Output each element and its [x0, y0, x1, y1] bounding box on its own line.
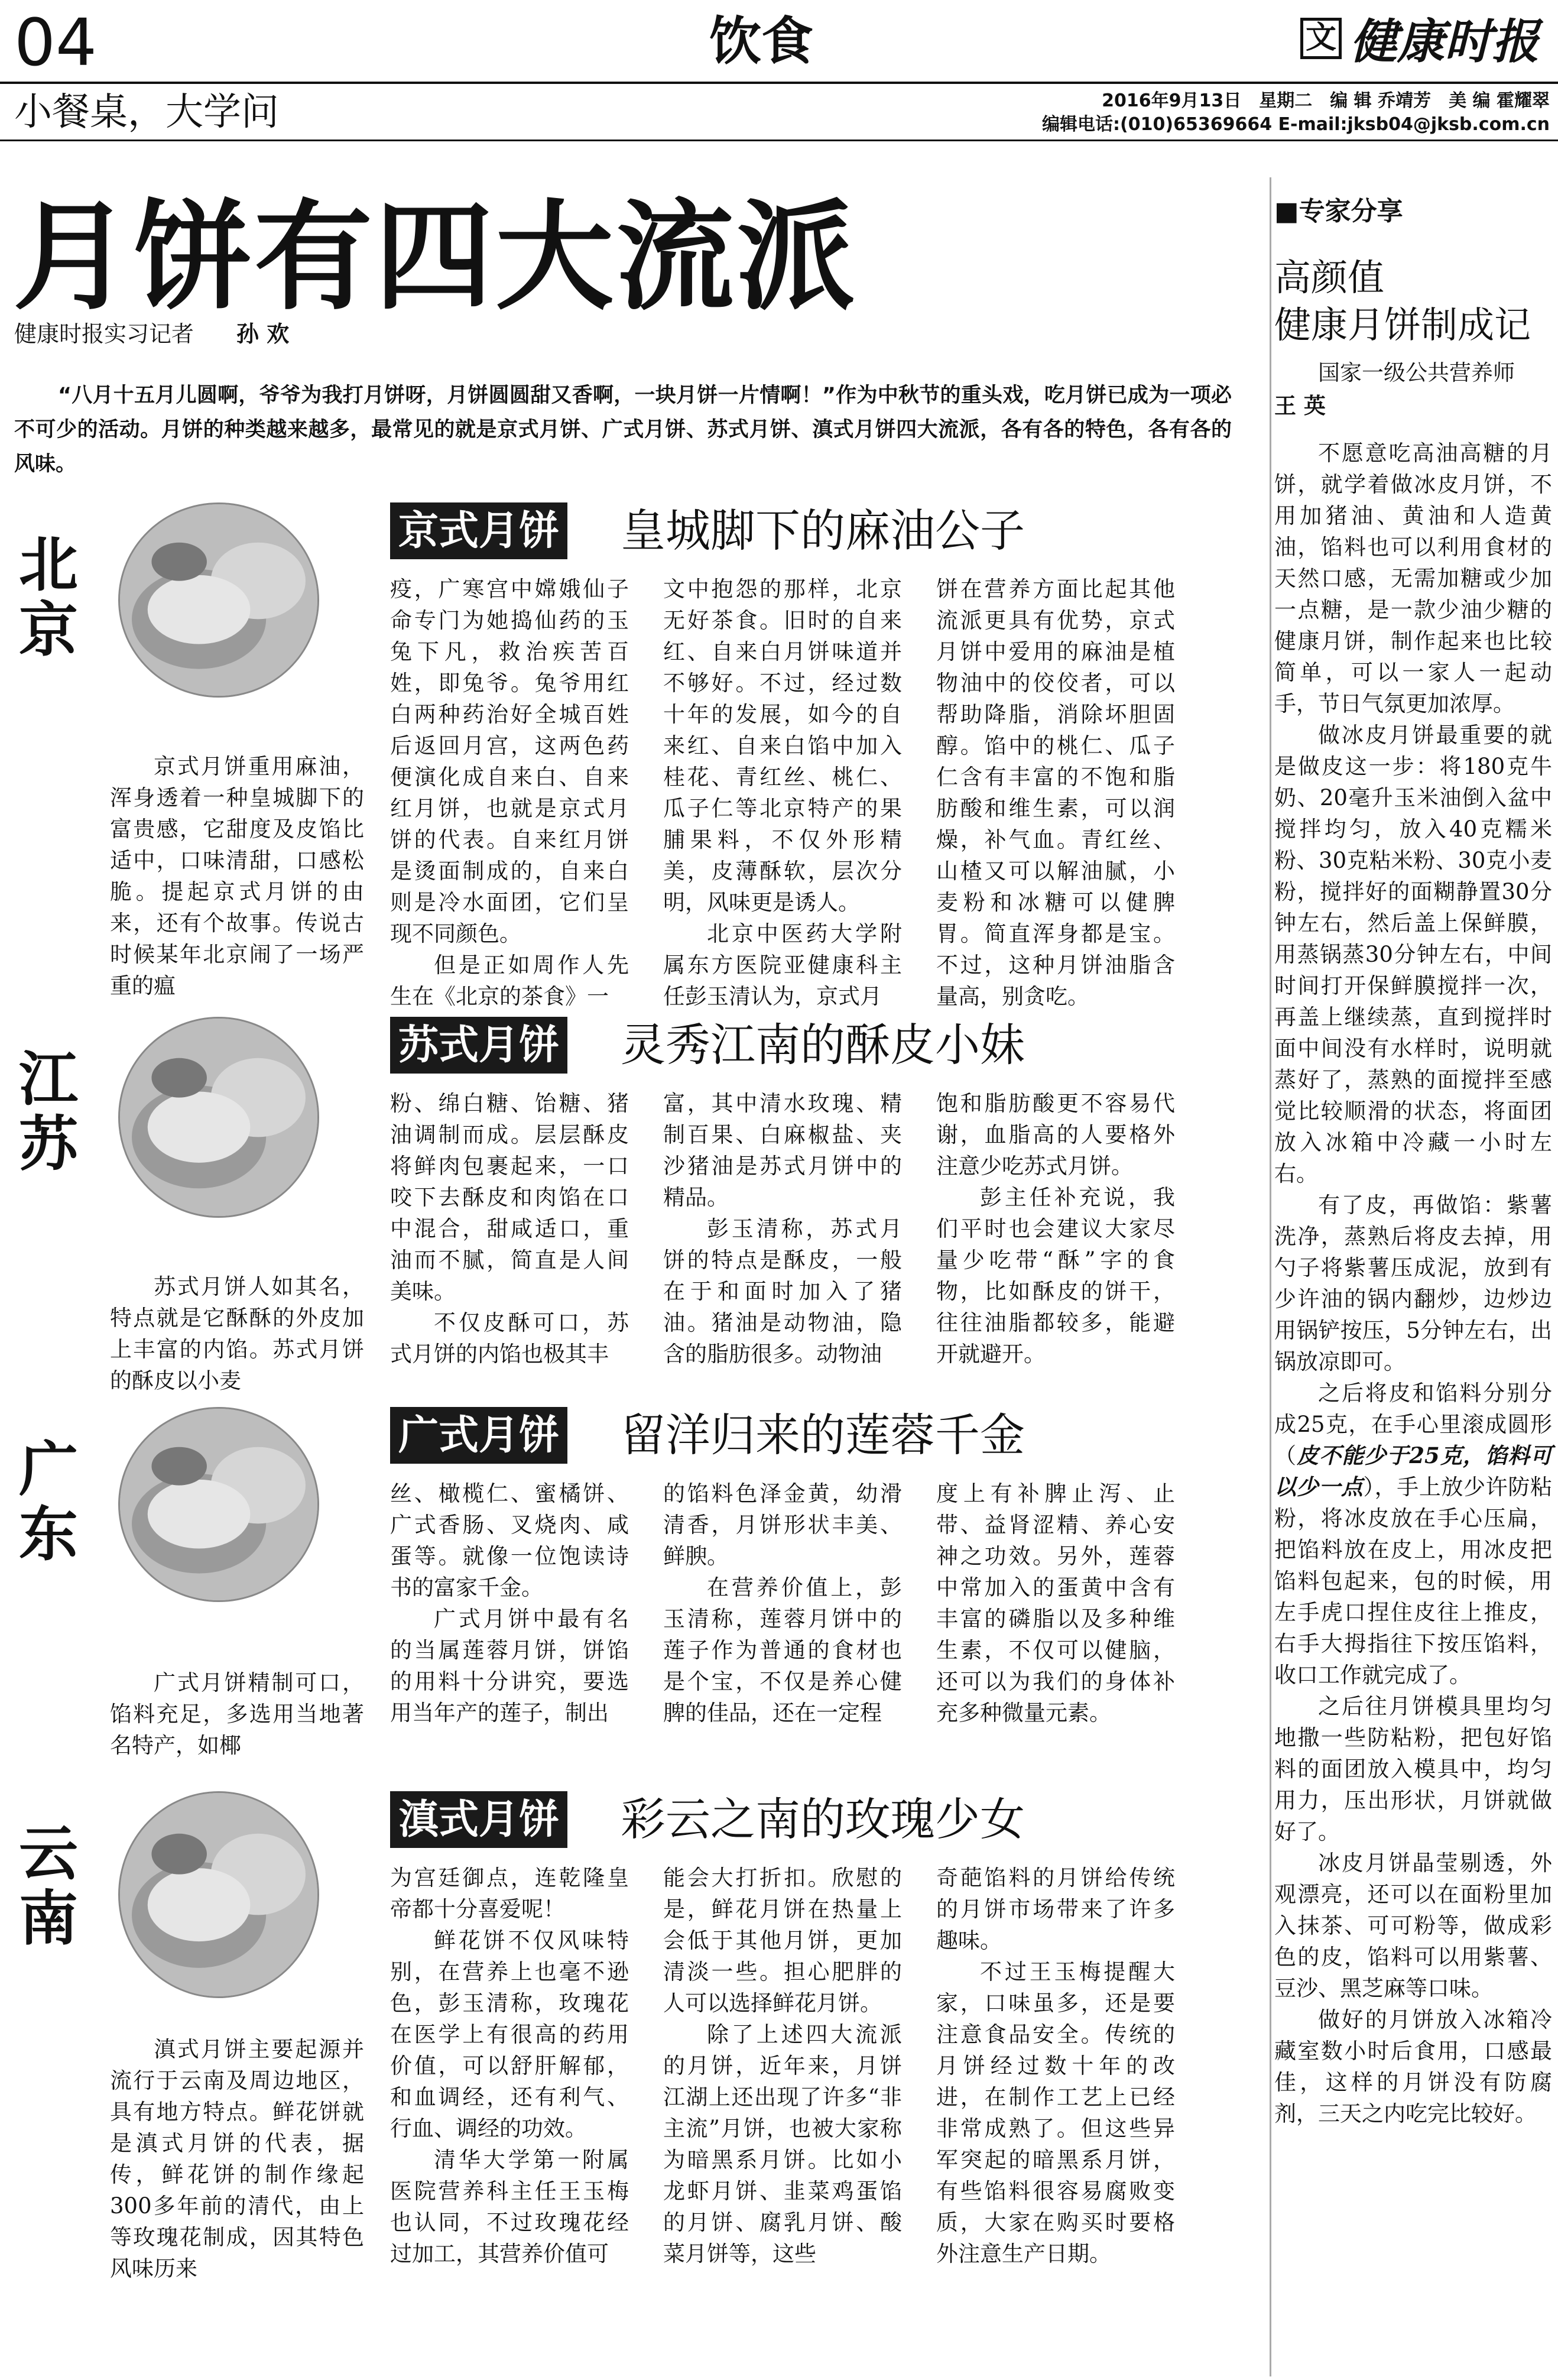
sidebar-title-line1: 高颜值 [1274, 256, 1385, 299]
column-paragraph: 的馅料色泽金黄，幼滑清香，月饼形状丰美、鲜腴。 [663, 1481, 902, 1569]
style-subtitle: 彩云之南的玫瑰少女 [621, 1793, 1025, 1846]
headline: 月饼有四大流派 [13, 187, 858, 326]
column-paragraph: 饱和脂肪酸更不容易代谢，血脂高的人要格外注意少吃苏式月饼。 [936, 1091, 1175, 1179]
sidebar-author-name: 王 英 [1274, 393, 1326, 419]
region-caption: 广式月饼精制可口，馅料充足，多选用当地著名特产，如椰 [110, 1670, 364, 1758]
byline-name: 孙 欢 [236, 321, 290, 347]
style-tag: 苏式月饼 [390, 1017, 567, 1074]
column-paragraph: 鲜花饼不仅风味特别，在营养上也毫不逊色，彭玉清称，玫瑰花在医学上有很高的药用价值，可以舒肝解郁，和血调经，还有利气、行血、调经的功效。 [390, 1928, 629, 2141]
style-subtitle: 皇城脚下的麻油公子 [621, 504, 1025, 557]
text-column [663, 573, 902, 1012]
text-column [390, 573, 629, 1012]
article-intro: “八月十五月儿圆啊，爷爷为我打月饼呀，月饼圆圆甜又香啊，一块月饼一片情啊！”作为中秋节的重头戏，吃月饼已成为一项必不可少的活动。月饼的种类越来越多，最常见的就是京式月饼、广式月饼、苏式月饼、滇式月饼四大流派，各有各的特色，各有各的风味。 [14, 384, 1232, 476]
region-name: 广东 [19, 1434, 78, 1569]
region-caption: 京式月饼重用麻油，浑身透着一种皇城脚下的富贵感，它甜度及皮馅比适中，口味清甜，口感松脆。提起京式月饼的由来，还有个故事。传说古时候某年北京闹了一场严重的瘟 [110, 754, 364, 998]
region-name: 云南 [19, 1818, 78, 1953]
region-caption: 滇式月饼主要起源并流行于云南及周边地区，具有地方特点。鲜花饼就是滇式月饼的代表，据传，鲜花饼的制作缘起300多年前的清代，由上等玫瑰花制成，因其特色风味历来 [110, 2037, 364, 2281]
column-paragraph: 为宫廷御点，连乾隆皇帝都十分喜爱呢！ [390, 1865, 629, 1922]
column-paragraph: 不仅皮酥可口，苏式月饼的内馅也极其丰 [390, 1310, 629, 1367]
sidebar-paragraph: 有了皮，再做馅：紫薯洗净，蒸熟后将皮去掉，用勺子将紫薯压成泥，放到有少许油的锅内翻炒，边炒边用锅铲按压，5分钟左右，出锅放凉即可。 [1274, 1192, 1552, 1374]
text-column [390, 1862, 629, 2269]
issue-meta: 2016年9月13日 星期二 编 辑 乔靖芳 美 编 霍耀翠 [1102, 90, 1550, 111]
brand-logo: 文 [1300, 18, 1342, 59]
mooncake-photo [118, 1791, 319, 1998]
text-column [936, 1862, 1175, 2269]
sidebar-emphasis: 皮不能少于25克，馅料可以少一点 [1274, 1442, 1552, 1500]
column-paragraph: 北京中医药大学附属东方医院亚健康科主任彭玉清认为，京式月 [663, 921, 902, 1009]
region-name: 北京 [19, 530, 78, 664]
sidebar-paragraph: 不愿意吃高油高糖的月饼，就学着做冰皮月饼，不用加猪油、黄油和人造黄油，馅料也可以利用食材的天然口感，无需加糖或少加一点糖，是一款少油少糖的健康月饼，制作起来也比较简单，可以一家人一起动手，节日气氛更加浓厚。 [1274, 440, 1552, 716]
editor-contact: 编辑电话:(010)65369664 E-mail:jksb04@jksb.com.cn [1042, 114, 1550, 135]
sidebar-body [1274, 437, 1552, 2129]
text-column [390, 1478, 629, 1729]
sidebar-paragraph: 做好的月饼放入冰箱冷藏室数小时后食用，口感最佳，这样的月饼没有防腐剂，三天之内吃完比较好。 [1274, 2007, 1552, 2126]
column-paragraph: 不过王玉梅提醒大家，口味虽多，还是要注意食品安全。传统的月饼经过数十年的改进，在制作工艺上已经非常成熟了。但这些异军突起的暗黑系月饼，有些馅料很容易腐败变质，大家在购买时要格外注意生产日期。 [936, 1959, 1175, 2266]
column-paragraph: 在营养价值上，彭玉清称，莲蓉月饼中的莲子作为普通的食材也是个宝，不仅是养心健脾的佳品，还在一定程 [663, 1575, 902, 1726]
brand-name: 健康时报 [1350, 14, 1539, 69]
style-tag: 广式月饼 [390, 1407, 567, 1464]
column-paragraph: 奇葩馅料的月饼给传统的月饼市场带来了许多趣味。 [936, 1865, 1175, 1953]
text-column [663, 1862, 902, 2269]
column-paragraph: 丝、橄榄仁、蜜橘饼、广式香肠、叉烧肉、咸蛋等。就像一位饱读诗书的富家千金。 [390, 1481, 629, 1600]
sidebar-text: 之后将皮和馅料分别分成25克，在手心里滚成圆形（ [1274, 1380, 1552, 1468]
region-caption: 苏式月饼人如其名，特点就是它酥酥的外皮加上丰富的内馅。苏式月饼的酥皮以小麦 [110, 1274, 364, 1393]
text-column [663, 1088, 902, 1370]
byline-label: 健康时报实习记者 [14, 321, 194, 347]
expert-tag: ■专家分享 [1274, 196, 1403, 226]
column-paragraph: 彭主任补充说，我们平时也会建议大家尽量少吃带“酥”字的食物，比如酥皮的饼干，往往油脂都较多，能避开就避开。 [936, 1185, 1175, 1367]
section-slogan: 小餐桌，大学问 [14, 90, 279, 134]
column-paragraph: 清华大学第一附属医院营养科主任王玉梅也认同，不过玫瑰花经过加工，其营养价值可 [390, 2147, 629, 2266]
text-column [936, 573, 1175, 1012]
section-name: 饮食 [709, 11, 814, 72]
mooncake-photo [118, 1017, 319, 1218]
mooncake-photo [118, 1407, 319, 1602]
text-column [936, 1478, 1175, 1729]
column-paragraph: 彭玉清称，苏式月饼的特点是酥皮，一般在于和面时加入了猪油。猪油是动物油，隐含的脂肪很多。动物油 [663, 1216, 902, 1367]
column-paragraph: 但是正如周作人先生在《北京的茶食》一 [390, 952, 629, 1009]
style-subtitle: 灵秀江南的酥皮小妹 [621, 1019, 1025, 1071]
column-paragraph: 广式月饼中最有名的当属莲蓉月饼，饼馅的用料十分讲究，要选用当年产的莲子，制出 [390, 1606, 629, 1726]
masthead-bottom-rule [0, 140, 1558, 141]
column-paragraph: 能会大打折扣。欣慰的是，鲜花月饼在热量上会低于其他月饼，更加清淡一些。担心肥胖的人可以选择鲜花月饼。 [663, 1865, 902, 2016]
page-number: 04 [14, 5, 97, 80]
text-column [936, 1088, 1175, 1370]
sidebar-title-line2: 健康月饼制成记 [1274, 303, 1531, 346]
column-paragraph: 文中抱怨的那样，北京无好茶食。旧时的自来红、自来白月饼味道并不够好。不过，经过数十年的发展，如今的自来红、自来白馅中加入桂花、青红丝、桃仁、瓜子仁等北京特产的果脯果料，不仅外形精美，皮薄酥软，层次分明，风味更是诱人。 [663, 576, 902, 915]
column-paragraph: 饼在营养方面比起其他流派更具有优势，京式月饼中爱用的麻油是植物油中的佼佼者，可以帮助降脂，消除坏胆固醇。馅中的桃仁、瓜子仁含有丰富的不饱和脂肪酸和维生素，可以润燥，补气血。青红丝、山楂又可以解油腻，小麦粉和冰糖可以健脾胃。简直浑身都是宝。不过，这种月饼油脂含量高，别贪吃。 [936, 576, 1175, 1009]
column-paragraph: 粉、绵白糖、饴糖、猪油调制而成。层层酥皮将鲜肉包裹起来，一口咬下去酥皮和肉馅在口中混合，甜咸适口，重油而不腻，简直是人间美味。 [390, 1091, 629, 1304]
column-paragraph: 富，其中清水玫瑰、精制百果、白麻椒盐、夹沙猪油是苏式月饼中的精品。 [663, 1091, 902, 1210]
column-paragraph: 除了上述四大流派的月饼，近年来，月饼江湖上还出现了许多“非主流”月饼，也被大家称为暗黑系月饼。比如小龙虾月饼、韭菜鸡蛋馅的月饼、腐乳月饼、酸菜月饼等，这些 [663, 2022, 902, 2266]
sidebar-paragraph: 之后往月饼模具里均匀地撒一些防粘粉，把包好馅料的面团放入模具中，均匀用力，压出形状，月饼就做好了。 [1274, 1694, 1552, 1844]
text-column [390, 1088, 629, 1370]
mooncake-photo [118, 502, 319, 698]
style-tag: 京式月饼 [390, 502, 567, 559]
sidebar-divider [1270, 177, 1271, 2376]
masthead-rule [0, 82, 1558, 84]
column-paragraph: 度上有补脾止泻、止带、益肾涩精、养心安神之功效。另外，莲蓉中常加入的蛋黄中含有丰富的磷脂以及多种维生素，不仅可以健脑，还可以为我们的身体补充多种微量元素。 [936, 1481, 1175, 1726]
column-paragraph: 疫，广寒宫中嫦娥仙子命专门为她捣仙药的玉兔下凡，救治疾苦百姓，即兔爷。兔爷用红白两种药治好全城百姓后返回月宫，这两色药便演化成自来白、自来红月饼，也就是京式月饼的代表。自来红月饼是烫面制成的，自来白则是冷水面团，它们呈现不同颜色。 [390, 576, 629, 946]
style-subtitle: 留洋归来的莲蓉千金 [621, 1409, 1025, 1461]
sidebar-paragraph [1274, 1377, 1552, 1691]
style-tag: 滇式月饼 [390, 1791, 567, 1848]
text-column [663, 1478, 902, 1729]
sidebar-paragraph: 做冰皮月饼最重要的就是做皮这一步：将180克牛奶、20毫升玉米油倒入盆中搅拌均匀，放入40克糯米粉、30克粘米粉、30克小麦粉，搅拌好的面糊静置30分钟左右，然后盖上保鲜膜，用蒸锅蒸30分钟左右，中间时间打开保鲜膜搅拌一次，再盖上继续蒸，直到搅拌时面中间没有水样时，说明就蒸好了，蒸熟的面搅拌至感觉比较顺滑的状态，将面团放入冰箱中冷藏一小时左右。 [1274, 722, 1552, 1186]
sidebar-text: ），手上放少许防粘粉，将冰皮放在手心压扁，把馅料放在皮上，用冰皮把馅料包起来，包的时候，用左手虎口捏住皮往上推皮，右手大拇指往下按压馅料，收口工作就完成了。 [1274, 1474, 1552, 1688]
sidebar-author-title: 国家一级公共营养师 [1318, 360, 1515, 385]
region-name: 江苏 [19, 1044, 78, 1179]
sidebar-paragraph: 冰皮月饼晶莹剔透，外观漂亮，还可以在面粉里加入抹茶、可可粉等，做成彩色的皮，馅料可以用紫薯、豆沙、黑芝麻等口味。 [1274, 1850, 1552, 2001]
